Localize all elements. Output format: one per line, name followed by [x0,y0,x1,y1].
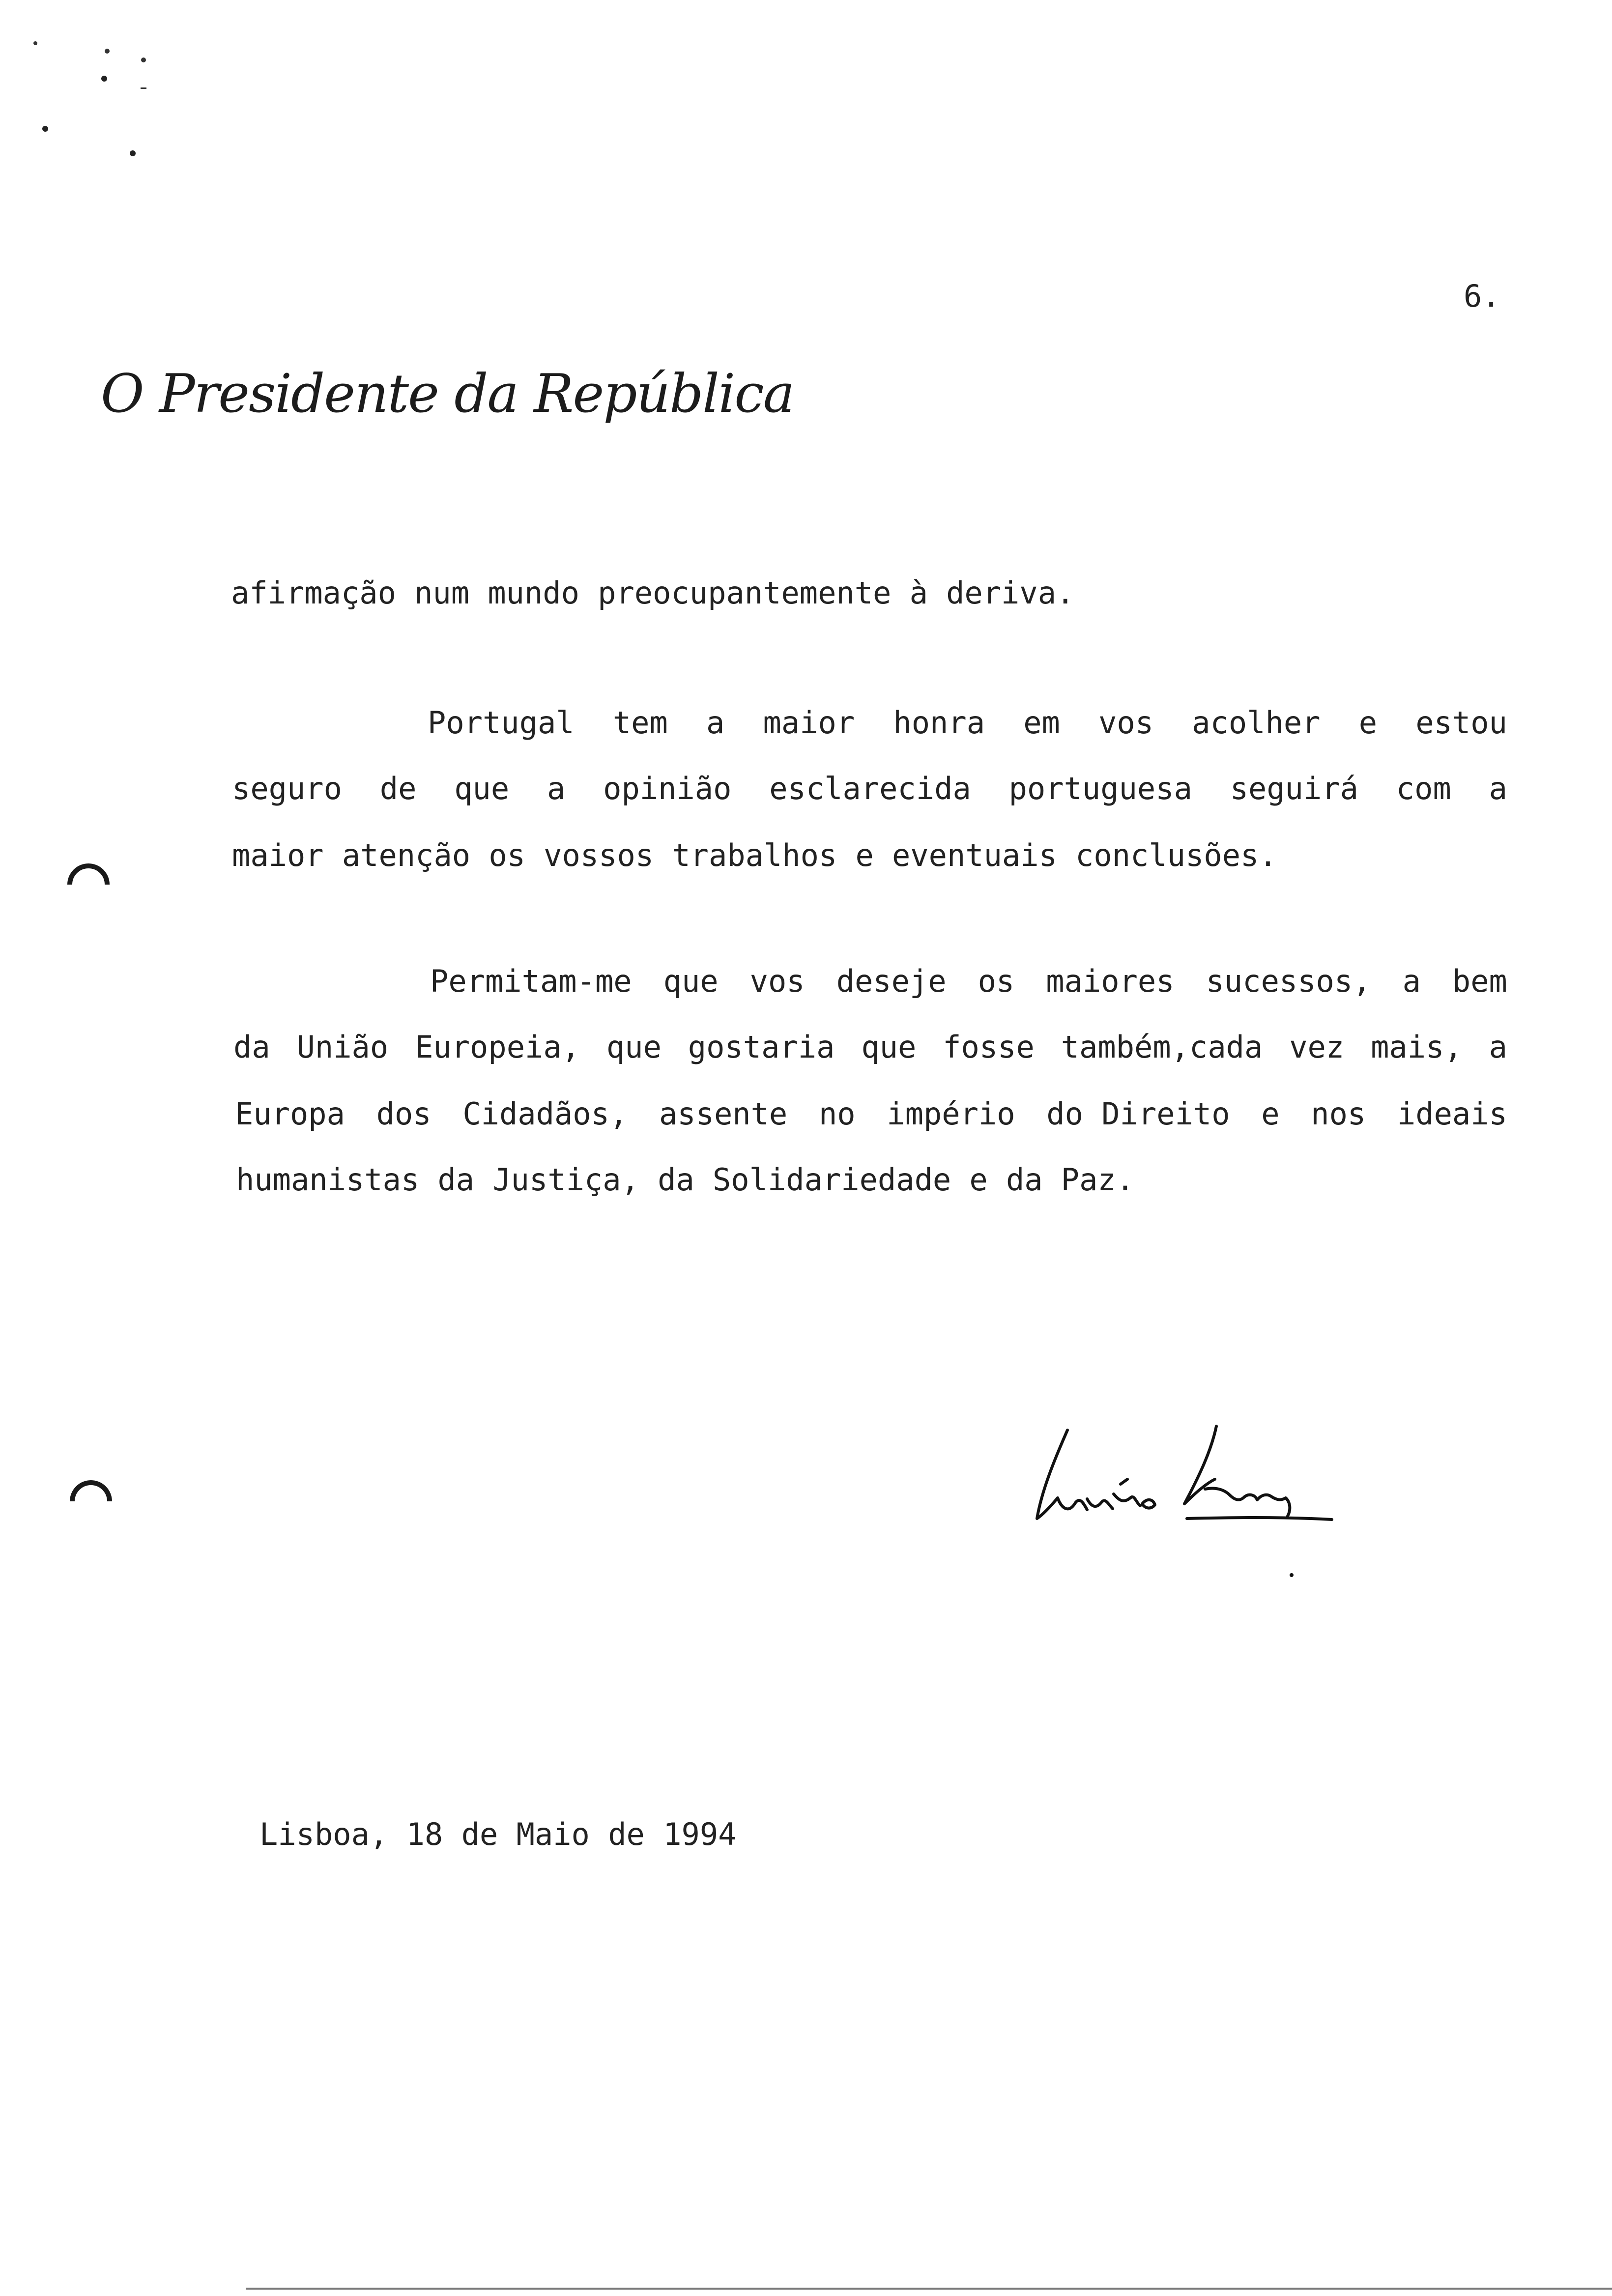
word: seguirá [1230,771,1358,806]
word: humanistas [236,1162,420,1198]
word: no [818,1096,856,1132]
word: que [861,1029,917,1065]
punch-hole-upper [64,855,113,904]
punch-hole-lower [66,1472,115,1521]
word: império [887,1096,1015,1132]
word: esclarecida [769,771,971,806]
word: da [233,1029,270,1065]
word: da [1006,1162,1043,1198]
word: a [706,705,725,741]
word: gostaria [688,1029,835,1065]
word: afirmação [231,575,396,611]
word: mais, [1371,1029,1463,1065]
word: fosse [943,1029,1035,1065]
word: Solidariedade [712,1162,951,1198]
word: em [1023,705,1060,741]
word: Justiça, [492,1162,639,1198]
word: deseje [836,963,947,999]
word: a [1489,771,1507,806]
word: a [547,771,566,806]
word: Cidadãos, [462,1096,628,1132]
word: Portugal [428,705,575,741]
body-line-5 [430,963,1507,999]
word: atenção [342,837,471,873]
word: Paz. [1061,1162,1135,1198]
scan-bottom-edge [246,2288,1612,2290]
date-line: Lisboa, 18 de Maio de 1994 [259,1816,737,1852]
word: opinião [603,771,732,806]
word: vez [1289,1029,1345,1065]
word: Europa [235,1096,345,1132]
body-line-7 [235,1096,1507,1132]
word: portuguesa [1008,771,1192,806]
word: vossos [544,837,654,873]
word: da [658,1162,694,1198]
letterhead: O Presidente da República [101,363,794,425]
word: os [978,963,1015,999]
word: Permitam-me [430,963,632,999]
word: bem [1452,963,1507,999]
body-line-6 [233,1029,1507,1065]
word: que [663,963,719,999]
word: maior [763,705,855,741]
word: de [379,771,417,806]
word: Europeia, [415,1029,580,1065]
word: sucessos, [1206,963,1371,999]
word: que [454,771,510,806]
word: que [606,1029,662,1065]
word: dos [376,1096,432,1132]
word: conclusões. [1075,837,1277,873]
word: tem [612,705,668,741]
signature [1022,1415,1347,1582]
punch-hole-upper-graphic [64,855,113,904]
body-line-8 [236,1162,1135,1198]
body-line-4 [232,837,1277,873]
word: estou [1415,705,1507,741]
word: União [296,1029,389,1065]
scan-specks-graphic [0,0,197,197]
word: honra [893,705,985,741]
word: também,cada [1061,1029,1263,1065]
page-number: 6. [1464,278,1500,314]
word: a [1489,1029,1507,1065]
word: da [437,1162,475,1198]
word: e [1261,1096,1280,1132]
word: e [855,837,874,873]
word: e [1358,705,1378,741]
word: num [414,575,470,611]
word: do Direito [1046,1096,1230,1132]
word: vos [749,963,805,999]
word: maiores [1046,963,1175,999]
word: maior [232,837,324,873]
word: vos [1098,705,1154,741]
word: ideais [1397,1096,1507,1132]
word: nos [1311,1096,1366,1132]
signature-graphic [1022,1415,1347,1582]
word: preocupantemente [598,575,892,611]
word: e [969,1162,988,1198]
word: assente [659,1096,788,1132]
word: deriva. [946,575,1075,611]
word: eventuais [892,837,1057,873]
word: acolher [1192,705,1321,741]
body-line-1 [231,575,1075,611]
word: trabalhos [672,837,837,873]
body-line-2 [428,705,1507,741]
word: à [909,575,928,611]
punch-hole-lower-graphic [66,1472,115,1521]
body-line-3 [232,771,1507,806]
word: os [489,837,525,873]
word: seguro [232,771,342,806]
word: com [1396,771,1451,806]
word: mundo [488,575,579,611]
scan-specks [0,0,197,197]
word: a [1402,963,1421,999]
